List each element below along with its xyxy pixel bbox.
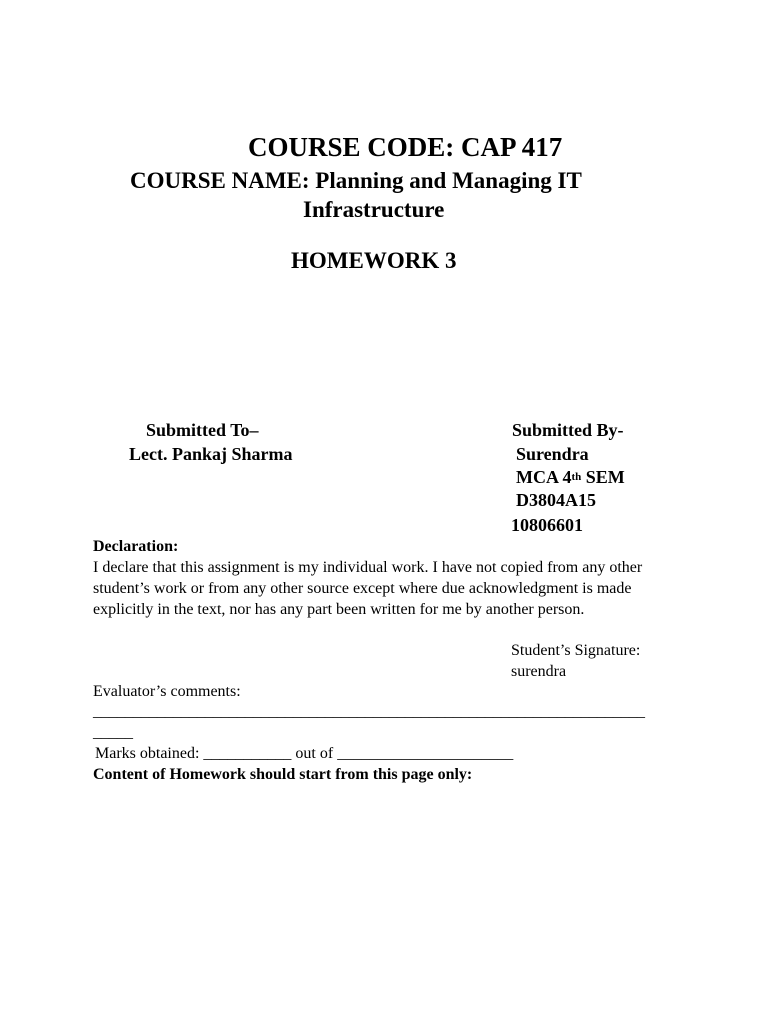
submitted-to-label: Submitted To–: [146, 420, 259, 440]
course-name-line1: COURSE NAME: Planning and Managing IT: [130, 168, 582, 193]
submitted-by-course: [516, 467, 625, 488]
submitted-by-name: Surendra: [516, 444, 589, 464]
evaluator-comments-line: _____________________________________________________________________: [93, 703, 645, 720]
evaluator-comments-label: Evaluator’s comments:: [93, 683, 241, 700]
declaration-title: Declaration:: [93, 538, 179, 555]
content-start-note: Content of Homework should start from this page only:: [93, 766, 473, 783]
marks-obtained-line: Marks obtained: ___________ out of ______________________: [95, 745, 514, 762]
evaluator-comments-line-continued: _____: [93, 724, 133, 741]
submitted-by-roll-number: 10806601: [511, 515, 583, 535]
course-prefix: MCA 4: [516, 467, 572, 487]
course-suffix: SEM: [581, 467, 625, 487]
submitted-by-section: D3804A15: [516, 490, 596, 510]
course-superscript: th: [571, 471, 582, 483]
signature-value: surendra: [511, 663, 567, 680]
signature-label: Student’s Signature:: [511, 642, 641, 659]
course-name-line2: Infrastructure: [303, 197, 445, 222]
course-code: COURSE CODE: CAP 417: [248, 132, 563, 162]
submitted-to-name: Lect. Pankaj Sharma: [129, 444, 293, 464]
declaration-text: I declare that this assignment is my individual work. I have not copied from any other student’s work or from any other source except where due acknowledgment is made explicitly in the text, nor has any part been written for me by another person.: [93, 559, 643, 618]
submitted-by-label: Submitted By-: [512, 420, 624, 440]
homework-title: HOMEWORK 3: [291, 248, 457, 273]
